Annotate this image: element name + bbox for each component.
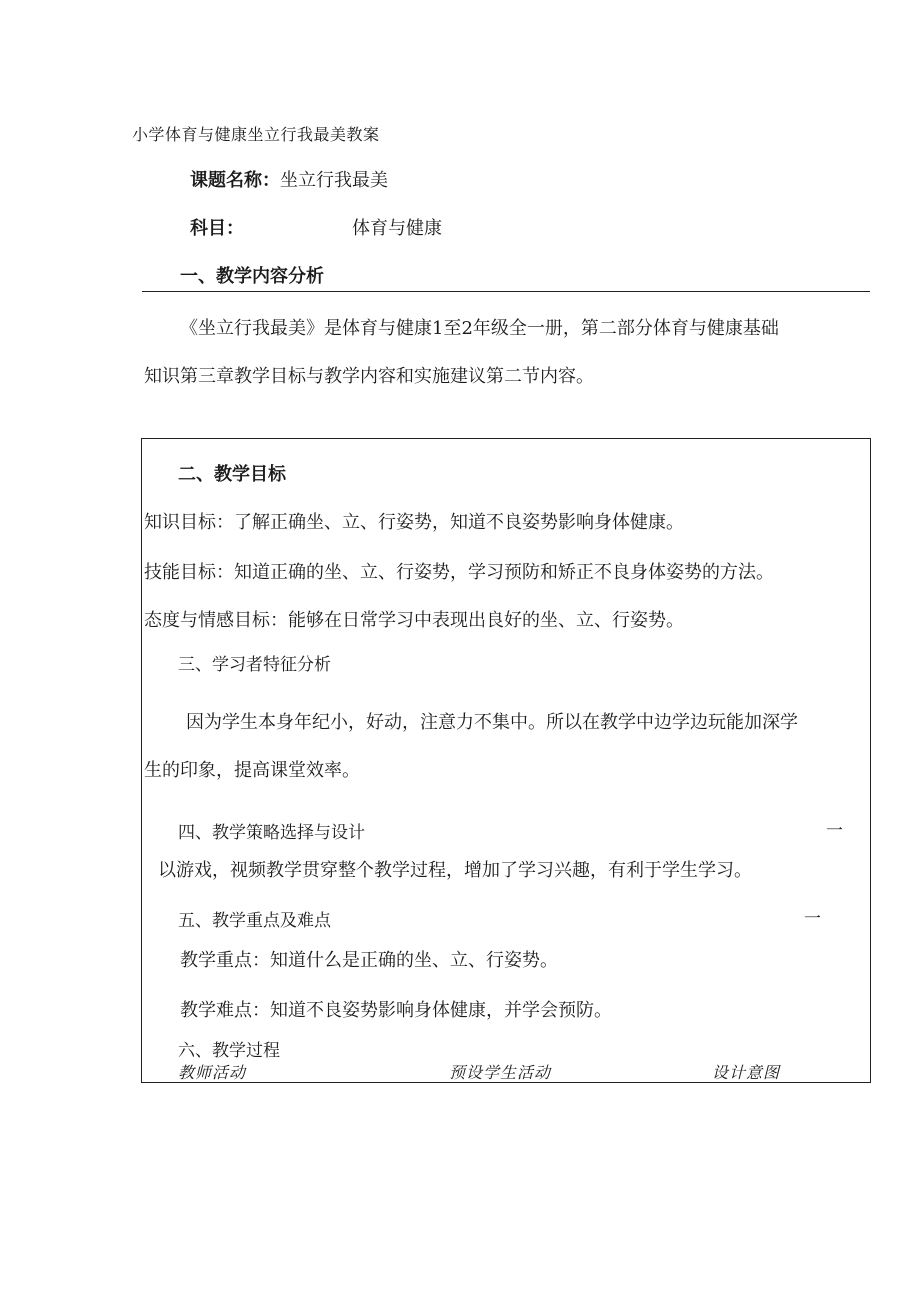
section4-heading: 四、教学策略选择与设计	[178, 823, 365, 843]
section3-heading: 三、学习者特征分析	[178, 655, 331, 675]
section4-dash: 一	[826, 821, 843, 841]
attitude-objective: 态度与情感目标：能够在日常学习中表现出良好的坐、立、行姿势。	[144, 610, 684, 631]
key-point: 教学重点：知道什么是正确的坐、立、行姿势。	[180, 950, 558, 971]
section3-line2: 生的印象，提高课堂效率。	[144, 760, 360, 781]
section6-heading: 六、教学过程	[178, 1041, 280, 1061]
section1-line1: 《坐立行我最美》是体育与健康1至2年级全一册，第二部分体育与健康基础	[180, 318, 779, 339]
course-name-row	[190, 166, 388, 192]
column-design-intent: 设计意图	[712, 1063, 781, 1082]
course-name-value: 坐立行我最美	[280, 170, 388, 191]
column-teacher-activity: 教师活动	[178, 1063, 247, 1082]
subject-value: 体育与健康	[352, 218, 442, 239]
course-name-label: 课题名称：	[190, 170, 280, 191]
section5-dash: 一	[804, 909, 821, 929]
document-title: 小学体育与健康坐立行我最美教案	[132, 125, 380, 144]
section2-heading: 二、教学目标	[178, 464, 286, 485]
section3-line1: 因为学生本身年纪小，好动，注意力不集中。所以在教学中边学边玩能加深学	[186, 712, 798, 733]
section5-heading: 五、教学重点及难点	[178, 911, 331, 931]
subject-label-row	[190, 214, 244, 240]
section4-body: 以游戏，视频教学贯穿整个教学过程，增加了学习兴趣，有利于学生学习。	[158, 860, 752, 881]
column-student-activity: 预设学生活动	[449, 1063, 552, 1082]
knowledge-objective: 知识目标：了解正确坐、立、行姿势，知道不良姿势影响身体健康。	[144, 512, 684, 533]
difficulty-point: 教学难点：知道不良姿势影响身体健康，并学会预防。	[180, 1000, 612, 1021]
skill-objective: 技能目标：知道正确的坐、立、行姿势，学习预防和矫正不良身体姿势的方法。	[144, 562, 774, 583]
section1-divider	[142, 291, 870, 292]
subject-label: 科目：	[190, 218, 244, 239]
section1-line2: 知识第三章教学目标与教学内容和实施建议第二节内容。	[144, 366, 594, 387]
section1-heading: 一、教学内容分析	[180, 266, 324, 287]
